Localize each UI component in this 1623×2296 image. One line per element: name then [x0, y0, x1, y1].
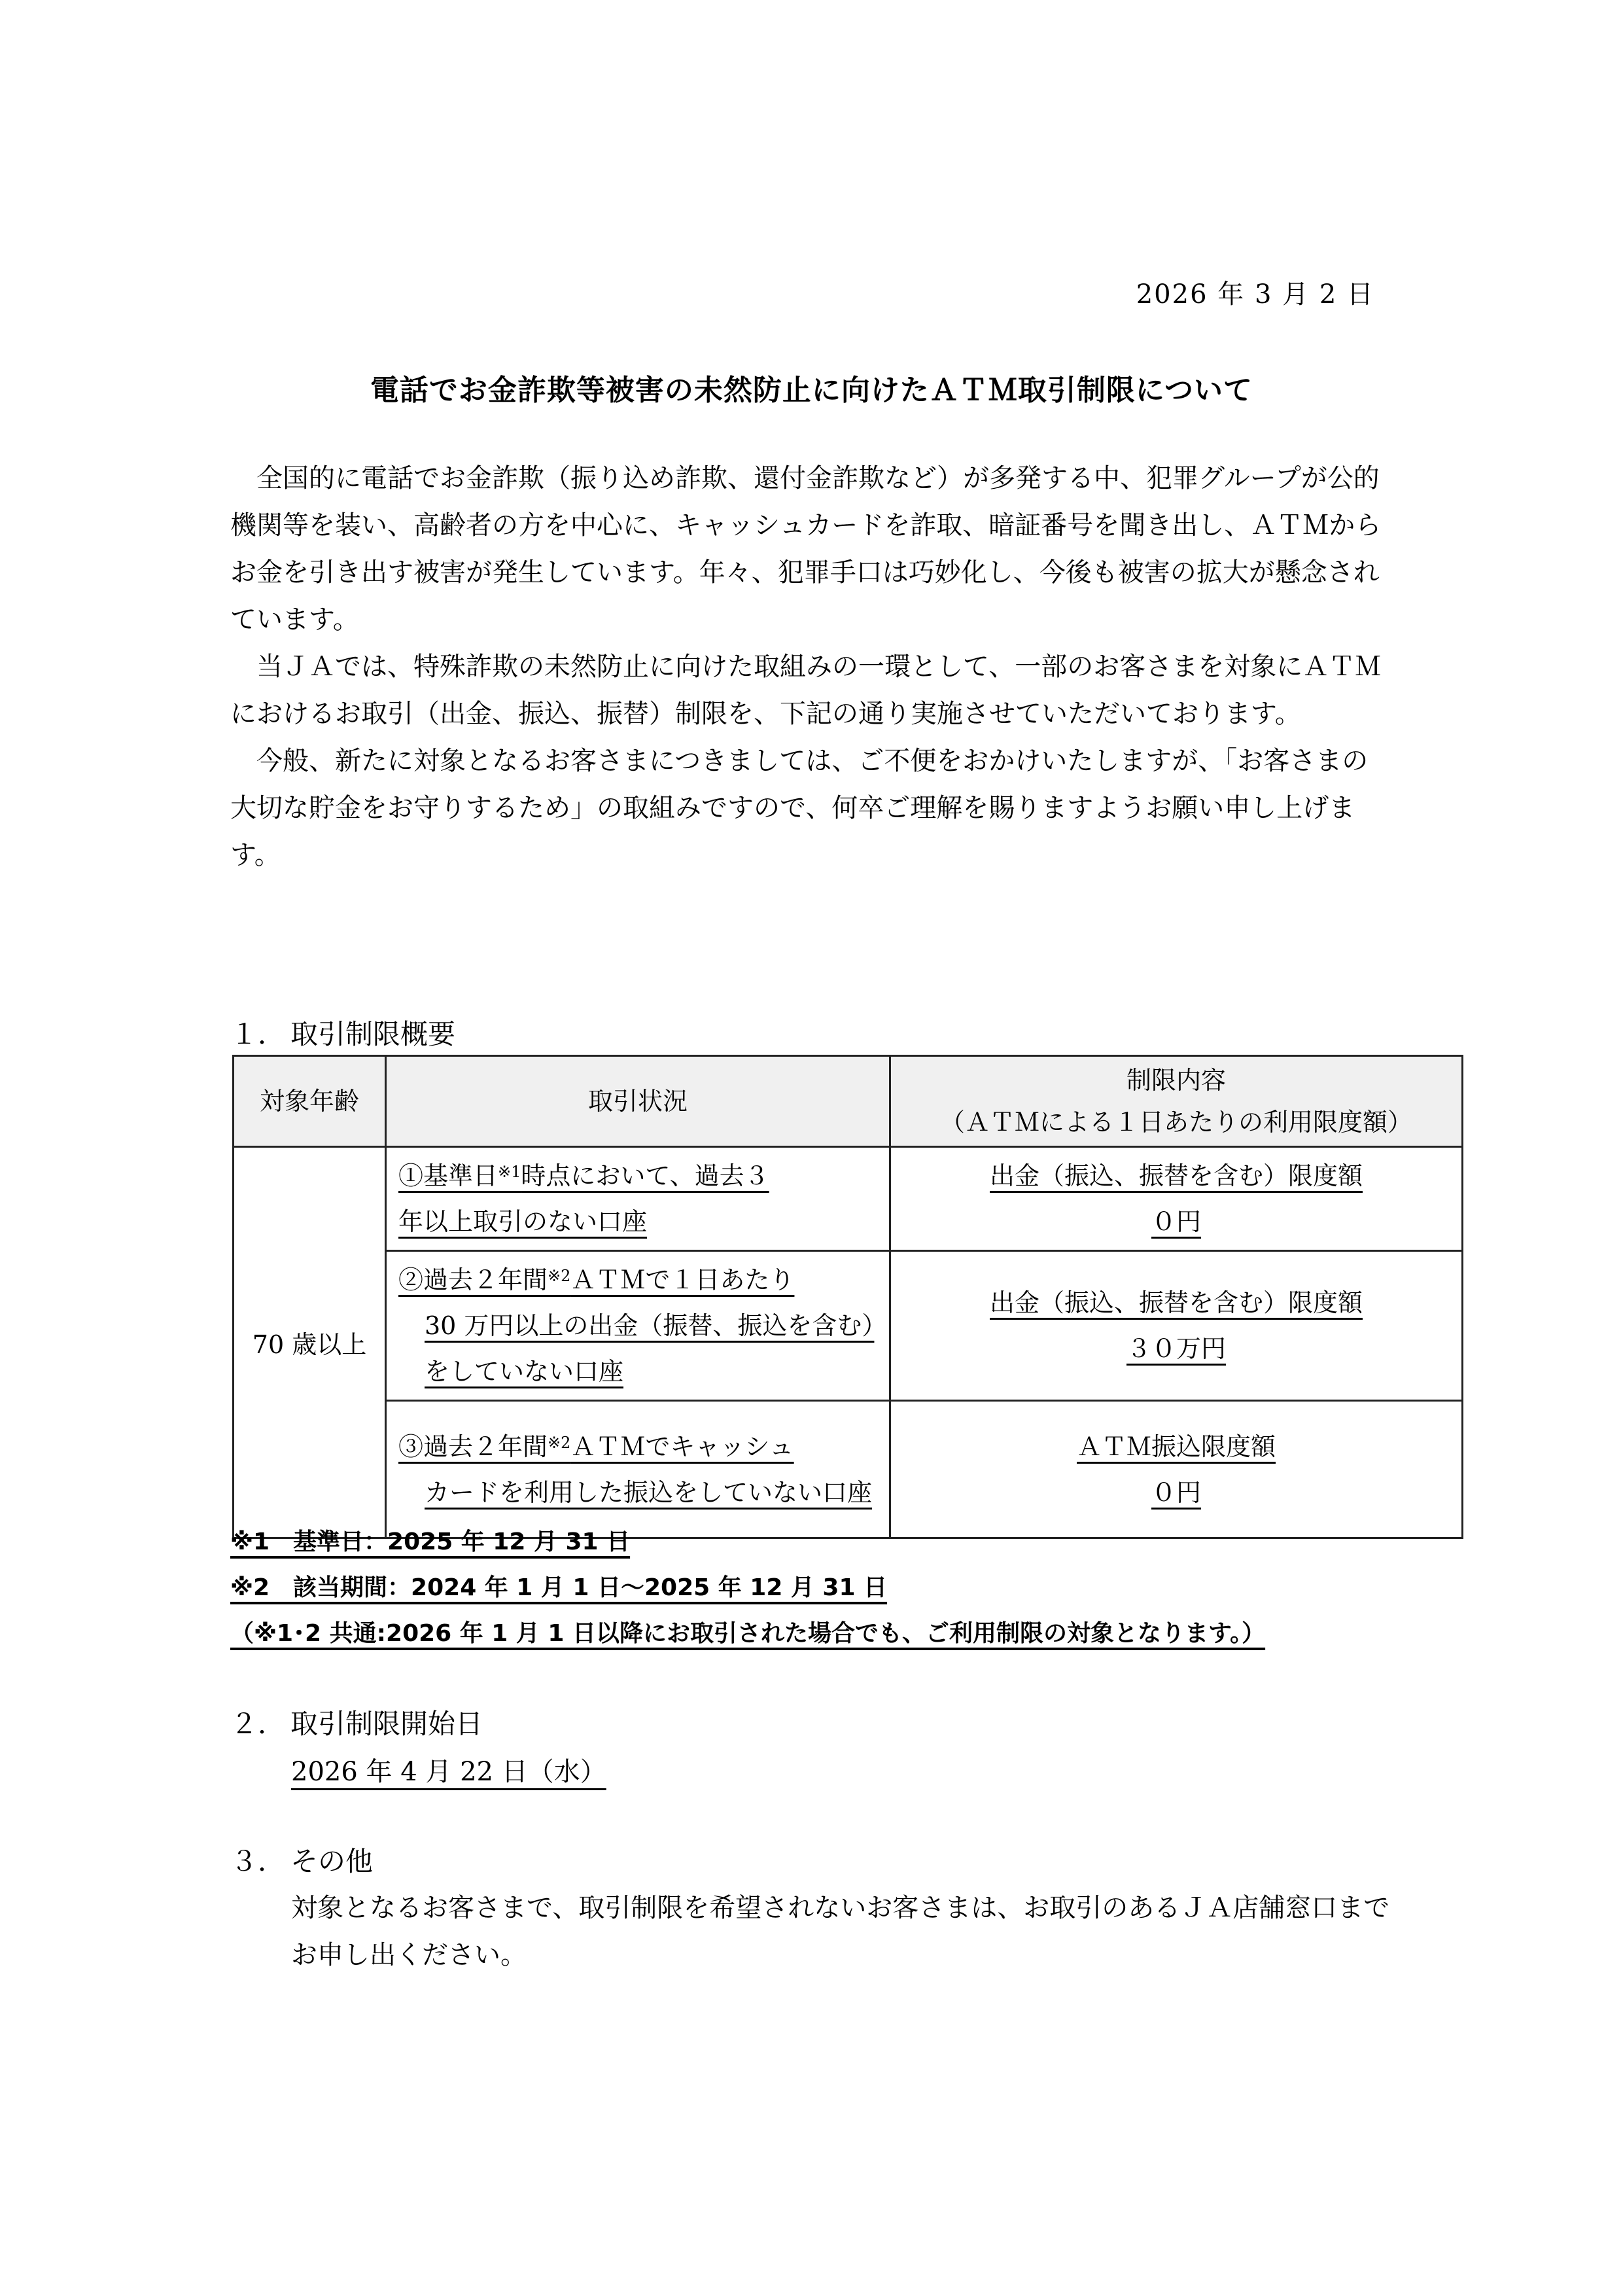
footnotes — [230, 1519, 1265, 1657]
condition-cell — [386, 1147, 890, 1251]
table-header-row — [234, 1056, 1463, 1147]
header-limit — [890, 1056, 1463, 1147]
limit-label: 出金（振込、振替を含む）限度額 — [989, 1161, 1363, 1190]
restriction-table — [232, 1055, 1463, 1539]
other-text: 対象となるお客さまで、取引制限を希望されないお客さまは、お取引のあるＪＡ店舗窓口までお申し出ください。 — [291, 1893, 1390, 1970]
footnote-ref: ※2 — [548, 1433, 571, 1452]
limit-label: ＡＴＭ振込限度額 — [1076, 1432, 1276, 1461]
footnote-2: ※2 該当期間：2024 年 1 月 1 日～2025 年 12 月 31 日 — [230, 1574, 888, 1601]
start-date — [291, 1748, 606, 1795]
limit-amount: ０円 — [1151, 1207, 1201, 1236]
condition-text: 時点において、過去３ — [521, 1161, 769, 1190]
limit-amount: ３０万円 — [1126, 1334, 1226, 1363]
intro-text — [230, 455, 1387, 879]
header-status: 取引状況 — [386, 1056, 890, 1147]
section-number: ２． — [230, 1708, 286, 1740]
section-number: １． — [230, 1018, 286, 1050]
intro-paragraph: 全国的に電話でお金詐欺（振り込め詐欺、還付金詐欺など）が多発する中、犯罪グループが公的機関等を装い、高齢者の方を中心に、キャッシュカードを詐取、暗証番号を聞き出し、ＡＴＭからお金を引き出す被害が発生しています。年々、犯罪手口は巧妙化し、今後も被害の拡大が懸念されています。 — [230, 463, 1382, 635]
document-title: 電話でお金詐欺等被害の未然防止に向けたＡＴＭ取引制限について — [370, 374, 1253, 407]
header-limit-title: 制限内容 — [1126, 1066, 1226, 1095]
limit-cell — [890, 1251, 1463, 1401]
section-1-heading — [230, 1013, 455, 1052]
condition-cell — [386, 1401, 890, 1538]
document-date: 2026 年 3 月 2 日 — [1136, 279, 1374, 309]
header-age: 対象年齢 — [234, 1056, 386, 1147]
section-number: ３． — [230, 1845, 286, 1877]
intro-paragraph: 今般、新たに対象となるお客さまにつきましては、ご不便をおかけいたしますが、「お客さまの大切な貯金をお守りするため」の取組みですので、何卒ご理解を賜りますようお願い申し上げます。 — [230, 746, 1369, 870]
condition-text: カードを利用した振込をしていない口座 — [425, 1477, 873, 1507]
start-date-value: 2026 年 4 月 22 日（水） — [291, 1757, 606, 1787]
section-title: その他 — [290, 1845, 374, 1877]
section-3-heading — [230, 1840, 373, 1879]
condition-text: 年以上取引のない口座 — [398, 1207, 648, 1236]
condition-text: ③過去２年間 — [398, 1432, 548, 1461]
footnote-common: （※1･2 共通:2026 年 1 月 1 日以降にお取引された場合でも、ご利用制限の対象となります。） — [230, 1620, 1266, 1647]
section-title: 取引制限概要 — [290, 1018, 456, 1050]
footnote-1: ※1 基準日：2025 年 12 月 31 日 — [230, 1528, 631, 1555]
limit-cell — [890, 1401, 1463, 1538]
intro-paragraph: 当ＪＡでは、特殊詐欺の未然防止に向けた取組みの一環として、一部のお客さまを対象にＡＴＭにおけるお取引（出金、振込、振替）制限を、下記の通り実施させていただいております。 — [230, 652, 1382, 729]
condition-text: ②過去２年間 — [398, 1265, 548, 1294]
condition-cell — [386, 1251, 890, 1401]
footnote-ref: ※2 — [548, 1267, 571, 1285]
age-cell: 70 歳以上 — [234, 1147, 386, 1538]
condition-text: ＡＴＭでキャッシュ — [570, 1432, 794, 1461]
condition-text: ＡＴＭで１日あたり — [570, 1265, 795, 1294]
table-row — [234, 1251, 1463, 1401]
limit-amount: ０円 — [1151, 1477, 1201, 1507]
section-title: 取引制限開始日 — [290, 1708, 483, 1740]
limit-cell — [890, 1147, 1463, 1251]
section-2-heading — [230, 1703, 483, 1742]
table-row — [234, 1147, 1463, 1251]
table-row — [234, 1401, 1463, 1538]
condition-text: ①基準日 — [398, 1161, 498, 1190]
limit-label: 出金（振込、振替を含む）限度額 — [989, 1288, 1363, 1317]
header-limit-subtitle: （ＡＴＭによる１日あたりの利用限度額） — [939, 1108, 1412, 1137]
condition-text: 30 万円以上の出金（振替、振込を含む）をしていない口座 — [425, 1311, 875, 1386]
footnote-ref: ※1 — [498, 1163, 521, 1181]
